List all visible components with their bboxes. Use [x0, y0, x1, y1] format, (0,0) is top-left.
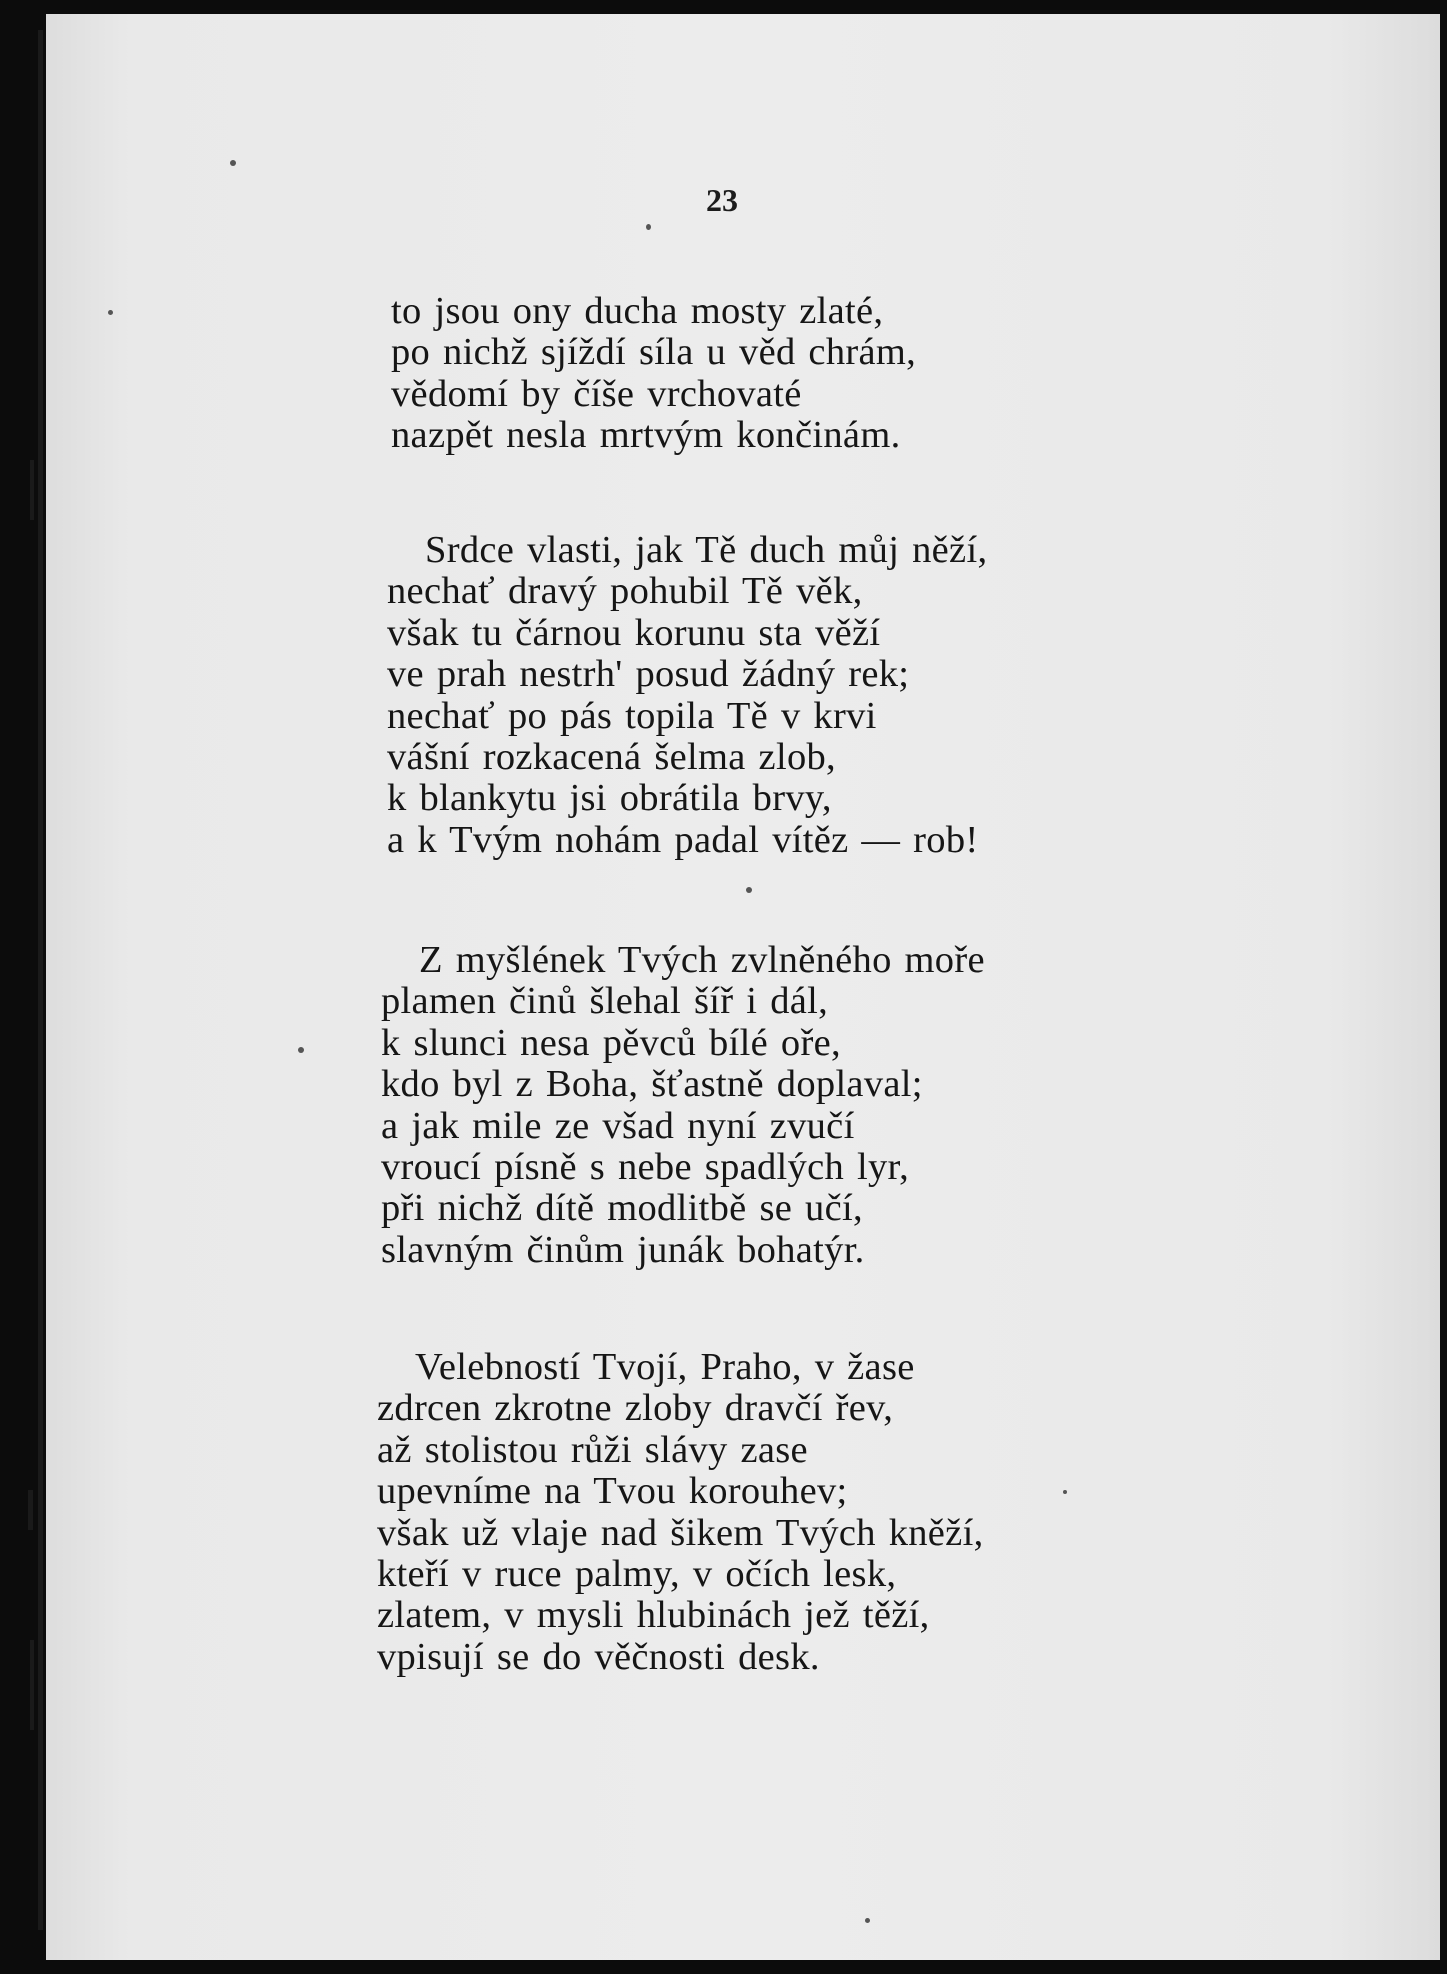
- verse-line: a k Tvým nohám padal vítěz — rob!: [387, 818, 979, 861]
- verse-line: Velebností Tvojí, Praho, v žase: [415, 1346, 915, 1388]
- print-speck: [298, 1047, 304, 1053]
- binding-mark: [28, 1490, 33, 1530]
- print-speck: [865, 1918, 870, 1923]
- verse-line: však už vlaje nad šikem Tvých kněží,: [377, 1511, 984, 1554]
- page-number: 23: [706, 182, 738, 218]
- verse-line: však tu čárnou korunu sta věží: [387, 611, 881, 654]
- verse-line: nechať po pás topila Tě v krvi: [387, 694, 877, 737]
- verse-line: zlatem, v mysli hlubinách jež těží,: [377, 1594, 930, 1637]
- verse-line: Z myšlének Tvých zvlněného moře: [419, 939, 985, 981]
- verse-line: až stolistou růži slávy zase: [377, 1428, 808, 1471]
- verse-line: vpisují se do věčnosti desk.: [377, 1635, 820, 1678]
- verse-line: plamen činů šlehal šíř i dál,: [381, 980, 829, 1023]
- verse-line: a jak mile ze všad nyní zvučí: [381, 1104, 855, 1147]
- stanza: [381, 940, 985, 1271]
- binding-edge: [38, 30, 43, 1930]
- print-speck: [230, 160, 236, 166]
- verse-line: slavným činům junák bohatýr.: [381, 1228, 865, 1271]
- verse-line: vášní rozkacená šelma zlob,: [387, 736, 836, 779]
- binding-mark: [30, 460, 34, 520]
- verse-line: upevníme na Tvou korouhev;: [377, 1470, 848, 1513]
- print-speck: [1063, 1490, 1067, 1494]
- verse-line: vědomí by číše vrchovaté: [391, 372, 802, 415]
- verse-line: vroucí písně s nebe spadlých lyr,: [381, 1146, 910, 1189]
- verse-line: ve prah nestrh' posud žádný rek;: [387, 653, 910, 696]
- verse-line: k slunci nesa pěvců bílé oře,: [381, 1021, 841, 1064]
- verse-line: nechať dravý pohubil Tě věk,: [387, 570, 863, 613]
- verse-line: po nichž sjíždí síla u věd chrám,: [391, 331, 917, 374]
- verse-line: při nichž dítě modlitbě se učí,: [381, 1187, 863, 1230]
- verse-line: Srdce vlasti, jak Tě duch můj něží,: [425, 529, 988, 571]
- print-speck: [646, 224, 651, 230]
- verse-line: kteří v ruce palmy, v očích lesk,: [377, 1553, 897, 1596]
- verse-line: to jsou ony ducha mosty zlaté,: [391, 290, 884, 332]
- verse-line: zdrcen zkrotne zloby dravčí řev,: [377, 1387, 894, 1430]
- binding-mark: [30, 1640, 34, 1730]
- verse-line: nazpět nesla mrtvým končinám.: [391, 414, 901, 457]
- stanza: [387, 530, 987, 861]
- print-speck: [108, 310, 113, 315]
- verse-line: kdo byl z Boha, šťastně doplaval;: [381, 1063, 923, 1106]
- verse-line: k blankytu jsi obrátila brvy,: [387, 777, 832, 820]
- print-speck: [746, 887, 752, 893]
- stanza: [377, 1347, 984, 1678]
- stanza: [391, 291, 916, 457]
